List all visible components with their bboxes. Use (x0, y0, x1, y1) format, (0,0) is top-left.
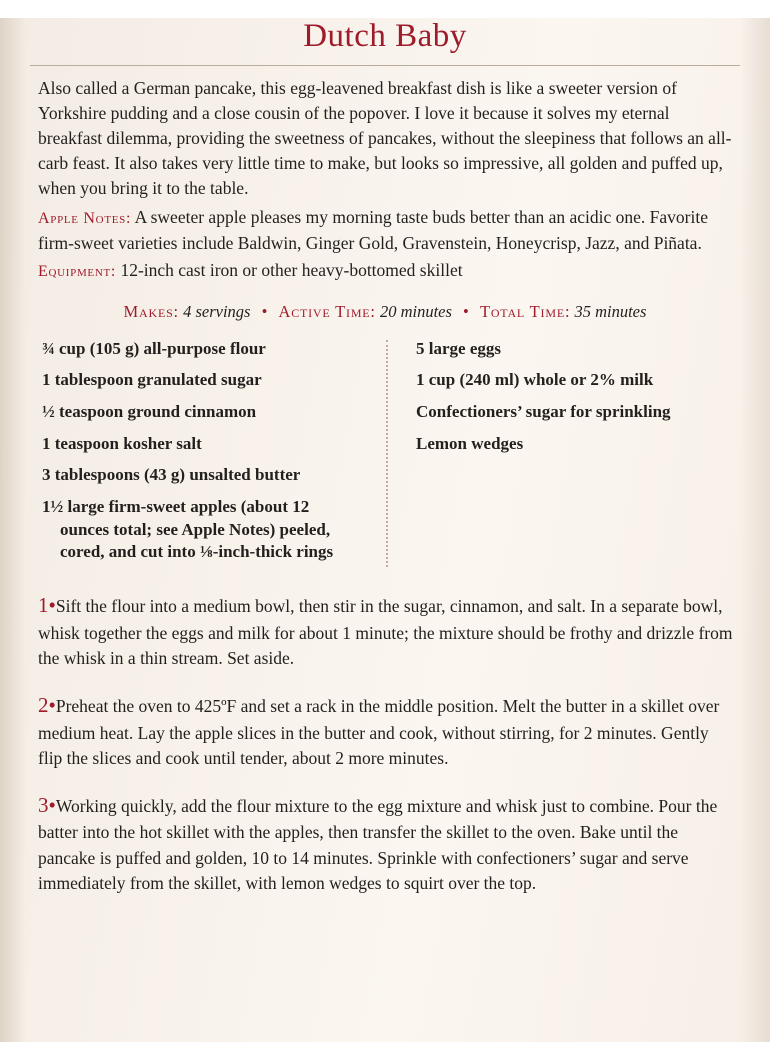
ingredient-text: 1 cup (240 ml) whole or 2% milk (416, 370, 654, 390)
apple-notes-label: Apple Notes: (38, 210, 132, 228)
active-time-value: 20 minutes (379, 301, 452, 321)
list-item (42, 433, 358, 456)
ingredient-text: ¾ cup (105 g) all-purpose flour (42, 338, 266, 358)
list-item (416, 338, 732, 361)
ingredient-text: Lemon wedges (416, 433, 524, 453)
ingredients-column-left (42, 338, 358, 573)
ingredient-text: 1½ large firm-sweet apples (about 12 (42, 496, 310, 516)
ingredient-text: Confectioners’ sugar for sprinkling (416, 402, 671, 422)
instructions-section (38, 590, 734, 897)
list-item (42, 338, 358, 361)
recipe-meta (30, 302, 740, 322)
ingredient-text: 5 large eggs (416, 338, 501, 358)
ingredient-text: 1 teaspoon kosher salt (42, 433, 202, 453)
meta-separator-1: • (261, 301, 268, 321)
apple-notes-block (38, 205, 734, 256)
equipment-text: 12-inch cast iron or other heavy-bottomed skillet (120, 259, 463, 280)
ingredient-text: ½ teaspoon ground cinnamon (42, 402, 257, 422)
page-title: Dutch Baby (303, 18, 467, 54)
equipment-label: Equipment: (38, 262, 117, 280)
step-bullet-icon: • (48, 593, 56, 618)
title-divider (30, 65, 740, 66)
makes-label: Makes: (123, 301, 179, 321)
step-number: 1 (38, 593, 49, 618)
total-time-label: Total Time: (479, 301, 571, 321)
ingredients-divider (386, 340, 388, 567)
step-text: Working quickly, add the flour mixture to the egg mixture and whisk just to combine. Pour the batter into the hot skillet with the apples, then transfer the skillet to the oven. Bake until the pancake is puffed and golden, 10 to 14 minutes. Sprinkle with confectioners’ sugar and serve immediately from the skillet, with lemon wedges to squirt over the top. (38, 795, 718, 894)
step-number: 3 (38, 792, 49, 817)
list-item (42, 401, 358, 424)
headnote-paragraph: Also called a German pancake, this egg-leavened breakfast dish is like a sweeter version of Yorkshire pudding and a close cousin of the popover. I love it because it solves my eternal breakfast dilemma, providing the sweetness of pancakes, without the sleepiness that follows an all-carb feast. It also takes very little time to make, but looks so impressive, all golden and puffed up, when you bring it to the table. (38, 78, 732, 199)
ingredients-column-right (416, 338, 732, 573)
active-time-label: Active Time: (278, 301, 376, 321)
list-item (42, 464, 358, 487)
ingredient-text-continued: ounces total; see Apple Notes) peeled, cored, and cut into ⅛-inch-thick rings (60, 519, 334, 562)
equipment-block (38, 258, 734, 284)
list-item (416, 401, 732, 424)
step-bullet-icon: • (48, 792, 56, 817)
list-item (42, 369, 358, 392)
instruction-step (38, 790, 734, 897)
step-number: 2 (38, 692, 49, 717)
instruction-step (38, 690, 734, 772)
recipe-page (0, 18, 770, 1042)
list-item (42, 496, 358, 564)
list-item (416, 433, 732, 456)
ingredient-text: 1 tablespoon granulated sugar (42, 370, 262, 390)
meta-separator-2: • (463, 301, 469, 321)
step-text: Preheat the oven to 425ºF and set a rack in the middle position. Melt the butter in a skillet over medium heat. Lay the apple slices in the butter and cook, without stirring, for 2 minutes. Gently flip the slices and cook until tender, about 2 more minutes. (38, 695, 720, 769)
ingredients-section (42, 338, 732, 573)
step-bullet-icon: • (48, 692, 56, 717)
list-item (416, 369, 732, 392)
step-text: Sift the flour into a medium bowl, then stir in the sugar, cinnamon, and salt. In a separate bowl, whisk together the eggs and milk for about 1 minute; the mixture should be frothy and drizzle from the whisk in a thin stream. Set aside. (38, 596, 733, 669)
makes-value: 4 servings (183, 301, 251, 321)
total-time-value: 35 minutes (574, 301, 647, 321)
instruction-step (38, 590, 734, 672)
apple-notes-text: A sweeter apple pleases my morning taste buds better than an acidic one. Favorite firm-sweet varieties include Baldwin, Ginger Gold, Gravenstein, Honeycrisp, Jazz, and Piñata. (38, 207, 708, 253)
ingredient-text: 3 tablespoons (43 g) unsalted butter (42, 465, 301, 485)
